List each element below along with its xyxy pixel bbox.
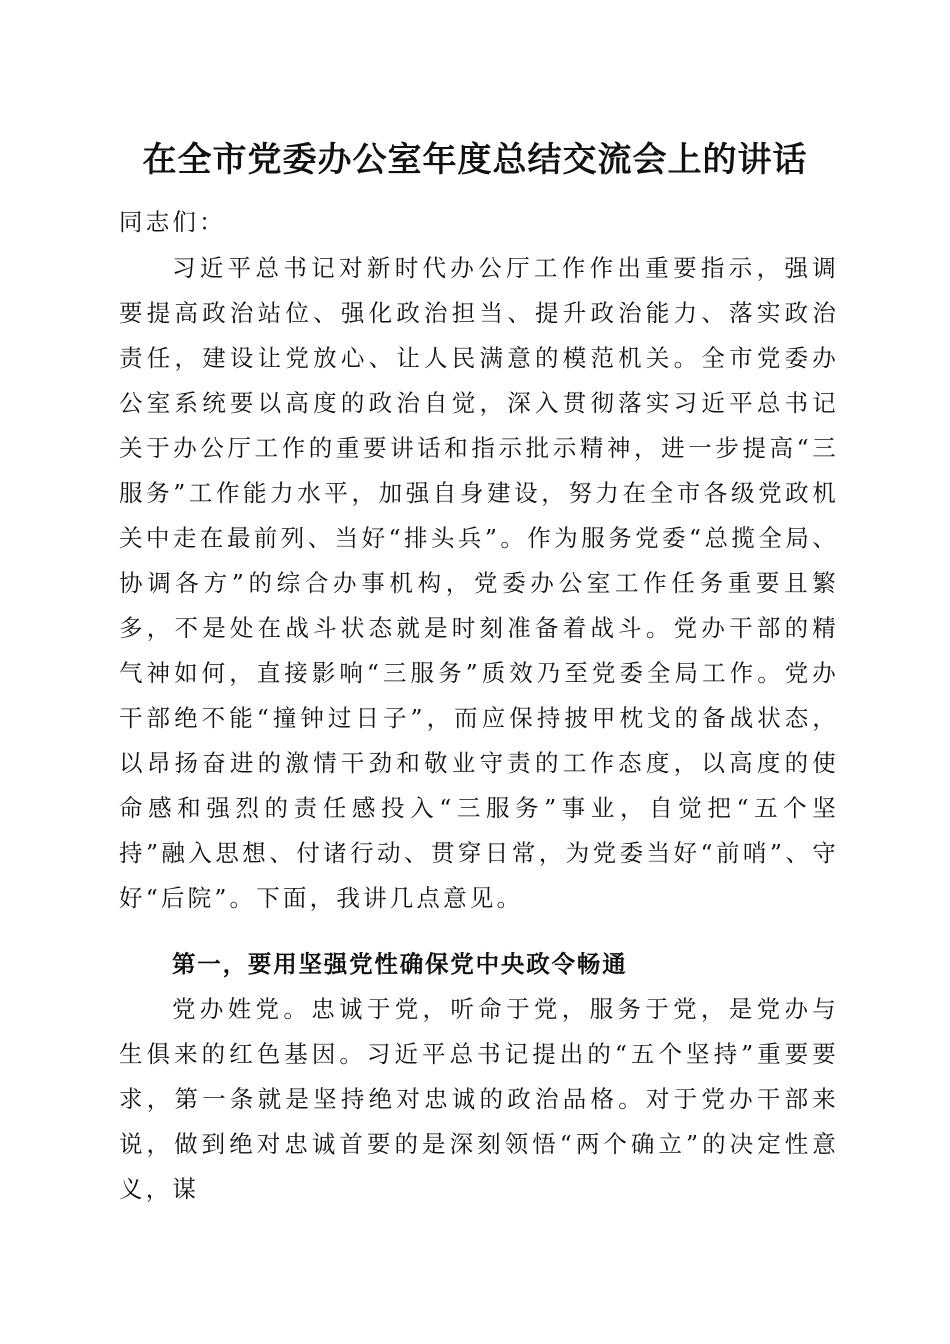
salutation: 同志们： (119, 208, 226, 236)
intro-paragraph: 习近平总书记对新时代办公厅工作作出重要指示，强调要提高政治站位、强化政治担当、提升政治能力、落实政治责任，建设让党放心、让人民满意的模范机关。全市党委办公室系统要以高度的政治自觉，深入贯彻落实习近平总书记关于办公厅工作的重要讲话和指示批示精神，进一步提高“三服务”工作能力水平，加强自身建设，努力在全市各级党政机关中走在最前列、当好“排头兵”。作为服务党委“总揽全局、协调各方”的综合办事机构，党委办公室工作任务重要且繁多，不是处在战斗状态就是时刻准备着战斗。党办干部的精气神如何，直接影响“三服务”质效乃至党委全局工作。党办干部绝不能“撞钟过日子”，而应保持披甲枕戈的备战状态，以昂扬奋进的激情干劲和敬业守责的工作态度，以高度的使命感和强烈的责任感投入“三服务”事业，自觉把“五个坚持”融入思想、付诸行动、贯穿日常，为党委当好“前哨”、守好“后院”。下面，我讲几点意见。 (119, 254, 839, 912)
section-paragraph-first: 党办姓党。忠诚于党，听命于党，服务于党，是党办与生俱来的红色基因。习近平总书记提出的“五个坚持”重要要求，第一条就是坚持绝对忠诚的政治品格。对于党办干部来说，做到绝对忠诚首要的是深刻领悟“两个确立”的决定性意义，谋 (119, 995, 839, 1203)
section-heading-first: 第一，要用坚强党性确保党中央政令畅通 (172, 950, 628, 978)
document-title: 在全市党委办公室年度总结交流会上的讲话 (142, 140, 808, 180)
